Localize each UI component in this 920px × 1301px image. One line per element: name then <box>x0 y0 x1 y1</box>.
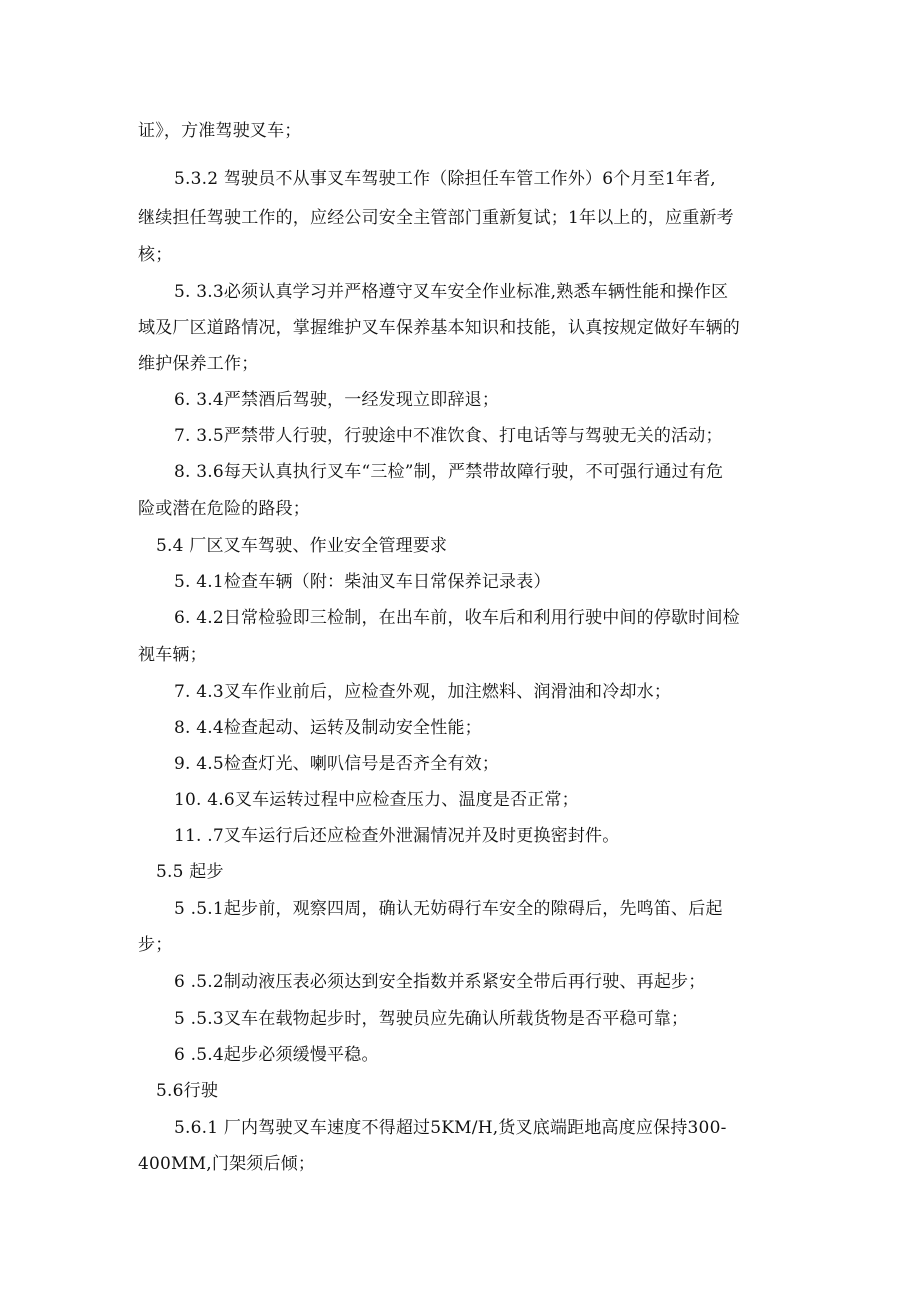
text-line: 6 .5.4起步必须缓慢平稳。 <box>174 1045 379 1065</box>
text-line: 继续担任驾驶工作的，应经公司安全主管部门重新复试；1年以上的，应重新考 <box>138 208 734 228</box>
text-line: 6 .5.2制动液压表必须达到安全指数并系紧安全带后再行驶、再起步； <box>174 972 706 992</box>
text-line: 6. 3.4严禁酒后驾驶，一经发现立即辞退； <box>174 390 500 410</box>
text-line: 维护保养工作； <box>138 354 259 374</box>
text-line: 8. 4.4检查起动、运转及制动安全性能； <box>174 718 482 738</box>
text-line: 7. 4.3叉车作业前后，应检查外观，加注燃料、润滑油和冷却水； <box>174 682 672 702</box>
text-line: 5 .5.3叉车在载物起步时，驾驶员应先确认所载货物是否平稳可靠； <box>174 1009 689 1029</box>
section-heading: 5.5 起步 <box>156 862 224 882</box>
text-line: 400MM,门架须后倾； <box>138 1154 316 1174</box>
text-line: 核； <box>138 245 173 265</box>
text-line: 8. 3.6每天认真执行叉车“三检”制，严禁带故障行驶，不可强行通过有危 <box>174 462 724 482</box>
text-line: 9. 4.5检查灯光、喇叭信号是否齐全有效； <box>174 754 500 774</box>
text-line: 6. 4.2日常检验即三检制，在出车前，收车后和利用行驶中间的停歇时间检 <box>174 608 740 628</box>
section-heading: 5.4 厂区叉车驾驶、作业安全管理要求 <box>156 536 448 556</box>
text-line: 11. .7叉车运行后还应检查外泄漏情况并及时更换密封件。 <box>174 826 620 846</box>
text-line: 域及厂区道路情况，掌握维护叉车保养基本知识和技能，认真按规定做好车辆的 <box>138 318 740 338</box>
text-line: 5. 3.3必须认真学习并严格遵守叉车安全作业标准,熟悉车辆性能和操作区 <box>174 282 729 302</box>
text-line: 7. 3.5严禁带人行驶，行驶途中不准饮食、打电话等与驾驶无关的活动； <box>174 426 723 446</box>
text-line: 视车辆； <box>138 645 207 665</box>
text-line: 10. 4.6叉车运转过程中应检查压力、温度是否正常； <box>174 790 579 810</box>
text-line: 5.6.1 厂内驾驶叉车速度不得超过5KM/H,货叉底端距地高度应保持300- <box>174 1118 727 1138</box>
section-heading: 5.6行驶 <box>156 1081 219 1101</box>
text-line: 5.3.2 驾驶员不从事叉车驾驶工作（除担任车管工作外）6个月至1年者, <box>174 169 716 189</box>
text-line: 证》，方准驾驶叉车； <box>138 121 302 141</box>
text-line: 5 .5.1起步前，观察四周，确认无妨碍行车安全的隙碍后，先鸣笛、后起 <box>174 899 723 919</box>
text-line: 险或潜在危险的路段； <box>138 499 310 519</box>
text-line: 步； <box>138 935 173 955</box>
text-line: 5. 4.1检查车辆（附：柴油叉车日常保养记录表） <box>174 572 551 592</box>
